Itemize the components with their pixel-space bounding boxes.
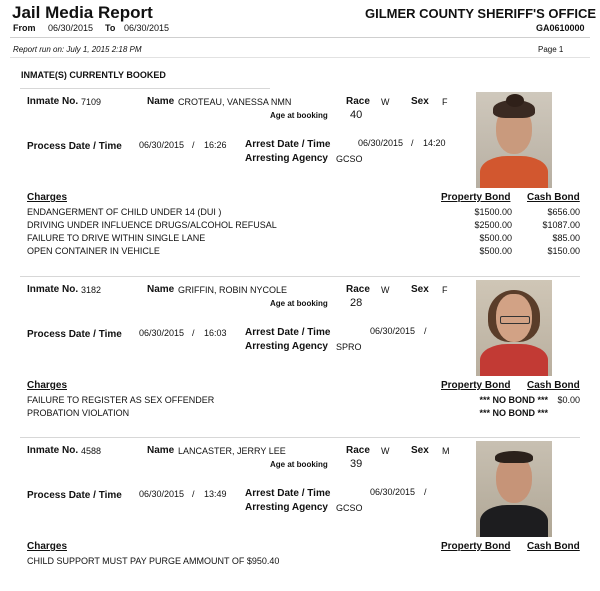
- name-label: Name: [147, 96, 175, 107]
- inmate-no: 4588: [81, 446, 102, 456]
- process-sep: /: [192, 328, 195, 338]
- sex-label: Sex: [411, 96, 429, 107]
- sex-label: Sex: [411, 445, 429, 456]
- sex-value: F: [442, 285, 448, 295]
- property-bond-header: Property Bond: [441, 380, 511, 391]
- to-label: To: [105, 23, 116, 33]
- race-value: W: [381, 285, 390, 295]
- process-date: 06/30/2015: [139, 328, 185, 338]
- agency-label: Arresting Agency: [245, 502, 328, 513]
- process-label: Process Date / Time: [27, 490, 122, 501]
- age-label: Age at booking: [270, 111, 328, 120]
- sex-label: Sex: [411, 284, 429, 295]
- from-label: From: [13, 23, 36, 33]
- section-divider: [20, 88, 270, 89]
- arrest-date: 06/30/2015: [358, 138, 404, 148]
- race-label: Race: [346, 96, 370, 107]
- charge-cash-bond: $0.00: [557, 395, 580, 405]
- arrest-label: Arrest Date / Time: [245, 488, 331, 499]
- charge-desc: FAILURE TO REGISTER AS SEX OFFENDER: [27, 395, 215, 405]
- charge-desc: OPEN CONTAINER IN VEHICLE: [27, 246, 160, 256]
- charges-header: Charges: [27, 192, 68, 203]
- charge-desc: DRIVING UNDER INFLUENCE DRUGS/ALCOHOL REFUSAL: [27, 220, 277, 230]
- charge-property-bond: $500.00: [479, 233, 512, 243]
- arrest-label: Arrest Date / Time: [245, 327, 331, 338]
- inmate-name: GRIFFIN, ROBIN NYCOLE: [178, 285, 288, 295]
- arrest-sep: /: [424, 487, 427, 497]
- arrest-sep: /: [424, 326, 427, 336]
- arrest-date: 06/30/2015: [370, 487, 416, 497]
- charge-property-bond: $2500.00: [474, 220, 512, 230]
- charge-property-bond: *** NO BOND ***: [479, 395, 548, 405]
- name-label: Name: [147, 284, 175, 295]
- age-value: 40: [350, 109, 363, 121]
- office-code: GA0610000: [536, 23, 585, 33]
- charges-header: Charges: [27, 541, 68, 552]
- to-date: 06/30/2015: [124, 23, 170, 33]
- inmate-divider: [20, 276, 580, 277]
- run-on-text: Report run on: July 1, 2015 2:18 PM: [13, 45, 142, 54]
- arrest-date: 06/30/2015: [370, 326, 416, 336]
- race-label: Race: [346, 445, 370, 456]
- age-value: 28: [350, 297, 363, 309]
- cash-bond-header: Cash Bond: [527, 541, 580, 552]
- age-value: 39: [350, 458, 363, 470]
- section-title: INMATE(S) CURRENTLY BOOKED: [21, 70, 166, 80]
- race-value: W: [381, 97, 390, 107]
- age-label: Age at booking: [270, 299, 328, 308]
- office-name: GILMER COUNTY SHERIFF'S OFFICE: [365, 6, 597, 21]
- race-value: W: [381, 446, 390, 456]
- inmate-no-label: Inmate No.: [27, 96, 79, 107]
- process-time: 16:03: [204, 328, 227, 338]
- race-label: Race: [346, 284, 370, 295]
- property-bond-header: Property Bond: [441, 192, 511, 203]
- agency-label: Arresting Agency: [245, 341, 328, 352]
- sex-value: F: [442, 97, 448, 107]
- process-date: 06/30/2015: [139, 140, 185, 150]
- charge-cash-bond: $656.00: [547, 207, 580, 217]
- mugshot-photo-3: [476, 441, 552, 537]
- inmate-no-label: Inmate No.: [27, 445, 79, 456]
- arrest-label: Arrest Date / Time: [245, 139, 331, 150]
- cash-bond-header: Cash Bond: [527, 192, 580, 203]
- charge-desc: ENDANGERMENT OF CHILD UNDER 14 (DUI ): [27, 207, 222, 217]
- process-sep: /: [192, 140, 195, 150]
- charge-property-bond: *** NO BOND ***: [479, 408, 548, 418]
- charge-property-bond: $1500.00: [474, 207, 512, 217]
- sex-value: M: [442, 446, 450, 456]
- process-label: Process Date / Time: [27, 329, 122, 340]
- page-number: Page 1: [538, 45, 564, 54]
- process-sep: /: [192, 489, 195, 499]
- charge-cash-bond: $150.00: [547, 246, 580, 256]
- cash-bond-header: Cash Bond: [527, 380, 580, 391]
- report-title: Jail Media Report: [12, 3, 153, 22]
- inmate-divider: [20, 437, 580, 438]
- process-date: 06/30/2015: [139, 489, 185, 499]
- charge-desc: FAILURE TO DRIVE WITHIN SINGLE LANE: [27, 233, 206, 243]
- run-divider: [10, 57, 590, 58]
- arrest-sep: /: [411, 138, 414, 148]
- mugshot-photo-2: [476, 280, 552, 376]
- mugshot-photo-1: [476, 92, 552, 188]
- inmate-name: CROTEAU, VANESSA NMN: [178, 97, 292, 107]
- charge-cash-bond: $85.00: [552, 233, 580, 243]
- agency-value: GCSO: [336, 503, 363, 513]
- charge-desc: CHILD SUPPORT MUST PAY PURGE AMMOUNT OF $950.40: [27, 556, 280, 566]
- charge-property-bond: $500.00: [479, 246, 512, 256]
- inmate-no-label: Inmate No.: [27, 284, 79, 295]
- agency-value: SPRO: [336, 342, 362, 352]
- inmate-no: 7109: [81, 97, 102, 107]
- agency-value: GCSO: [336, 154, 363, 164]
- arrest-time: 14:20: [423, 138, 446, 148]
- process-label: Process Date / Time: [27, 141, 122, 152]
- property-bond-header: Property Bond: [441, 541, 511, 552]
- age-label: Age at booking: [270, 460, 328, 469]
- inmate-no: 3182: [81, 285, 102, 295]
- process-time: 16:26: [204, 140, 227, 150]
- charge-desc: PROBATION VIOLATION: [27, 408, 130, 418]
- name-label: Name: [147, 445, 175, 456]
- from-date: 06/30/2015: [48, 23, 94, 33]
- process-time: 13:49: [204, 489, 227, 499]
- inmate-name: LANCASTER, JERRY LEE: [178, 446, 286, 456]
- agency-label: Arresting Agency: [245, 153, 328, 164]
- charge-cash-bond: $1087.00: [542, 220, 580, 230]
- header-divider: [10, 37, 590, 38]
- charges-header: Charges: [27, 380, 68, 391]
